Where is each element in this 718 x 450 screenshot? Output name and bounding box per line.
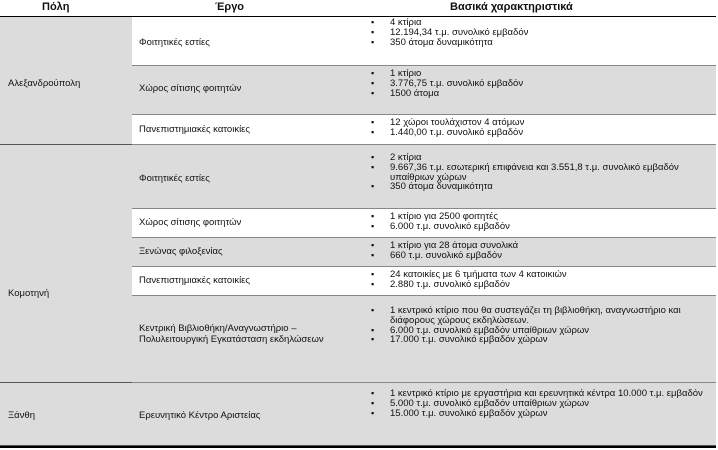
feature-item: ▪ 1500 άτομα <box>370 89 710 99</box>
header-features: Βασικά χαρακτηριστικά <box>450 1 573 13</box>
feature-item: ▪ 350 άτομα δυναμικότητα <box>370 38 710 48</box>
feature-list <box>370 389 710 418</box>
feature-item: ▪ 350 άτομα δυναμικότητα <box>370 182 710 192</box>
project-name: Φοιτητικές εστίες <box>139 173 210 184</box>
feature-list <box>370 153 710 192</box>
feature-item: ▪ 12.194,34 τ.μ. συνολικό εμβαδόν <box>370 28 710 38</box>
feature-item: ▪ 1.440,00 τ.μ. συνολικό εμβαδόν <box>370 128 710 138</box>
feature-item: ▪ 17.000 τ.μ. συνολικό εμβαδόν χώρων <box>370 335 710 345</box>
table-row <box>132 66 716 115</box>
feature-item: ▪ 5.000 τ.μ. συνολικό εμβαδόν υπαίθριων χώρων <box>370 399 710 409</box>
project-name: Πανεπιστημιακές κατοικίες <box>139 275 250 286</box>
feature-item: ▪ 4 κτίρια <box>370 18 710 28</box>
table-row <box>132 17 716 66</box>
table-row <box>132 209 716 238</box>
project-name: Χώρος σίτισης φοιτητών <box>139 83 242 94</box>
project-name: Ερευνητικό Κέντρο Αριστείας <box>139 410 261 421</box>
feature-list <box>370 241 710 261</box>
feature-item: ▪ 15.000 τ.μ. συνολικό εμβαδόν χώρων <box>370 409 710 419</box>
table-row <box>132 238 716 267</box>
feature-item: ▪ 1 κτίριο για 28 άτομα συνολικά <box>370 241 710 251</box>
project-name: Χώρος σίτισης φοιτητών <box>139 217 242 228</box>
feature-item: ▪ 3.776,75 τ.μ. συνολικό εμβαδόν <box>370 79 710 89</box>
feature-list <box>370 69 710 98</box>
feature-item: ▪ 12 χώροι τουλάχιστον 4 ατόμων <box>370 118 710 128</box>
header-city: Πόλη <box>42 1 70 13</box>
project-name: Ξενώνας φιλοξενίας <box>139 246 223 257</box>
table-row <box>132 296 716 383</box>
city-name: Κομοτηνή <box>8 288 50 299</box>
feature-item: ▪ 1 κτίριο <box>370 69 710 79</box>
feature-item: ▪ 660 τ.μ. συνολικό εμβαδόν <box>370 251 710 261</box>
feature-item: ▪ 1 κεντρικό κτίριο με εργαστήρια και ερευνητικά κέντρα 10.000 τ.μ. εμβαδόν <box>370 389 710 399</box>
feature-item: ▪ 6.000 τ.μ. συνολικό εμβαδόν υπαίθριων χώρων <box>370 326 710 336</box>
table-row <box>132 267 716 296</box>
project-name: Κεντρική Βιβλιοθήκη/Αναγνωστήριο – Πολυλειτουργική Εγκατάσταση εκδηλώσεων <box>139 323 324 345</box>
feature-list <box>370 270 710 290</box>
table-row <box>132 383 716 445</box>
feature-list <box>370 18 710 47</box>
feature-list <box>370 306 710 345</box>
feature-item: ▪ 1 κεντρικό κτίριο που θα συστεγάζει τη βιβλιοθήκη, αναγνωστήριο και διάφορους χώρους εκδηλώσεων. <box>370 306 710 326</box>
feature-item: ▪ 9.667,36 τ.μ. εσωτερική επιφάνεια και 3.551,8 τ.μ. συνολικό εμβαδόν υπαίθριων χώρων <box>370 163 710 183</box>
feature-item: ▪ 1 κτίριο για 2500 φοιτητές <box>370 212 710 222</box>
feature-item: ▪ 24 κατοικίες με 6 τμήματα των 4 κατοικιών <box>370 270 710 280</box>
city-name: Ξάνθη <box>8 410 35 421</box>
table-row <box>132 115 716 145</box>
header-project: Έργο <box>215 1 245 13</box>
feature-list <box>370 118 710 138</box>
feature-item: ▪ 2 κτίρια <box>370 153 710 163</box>
feature-item: ▪ 2.880 τ.μ. συνολικό εμβαδόν <box>370 280 710 290</box>
project-name: Φοιτητικές εστίες <box>139 37 210 48</box>
city-name: Αλεξανδρούπολη <box>8 78 81 89</box>
table-header <box>0 0 716 18</box>
table-bottom-rule <box>0 446 716 448</box>
feature-item: ▪ 6.000 τ.μ. συνολικό εμβαδόν <box>370 222 710 232</box>
feature-list <box>370 212 710 232</box>
table-row <box>132 145 716 209</box>
project-name: Πανεπιστημιακές κατοικίες <box>139 124 250 135</box>
